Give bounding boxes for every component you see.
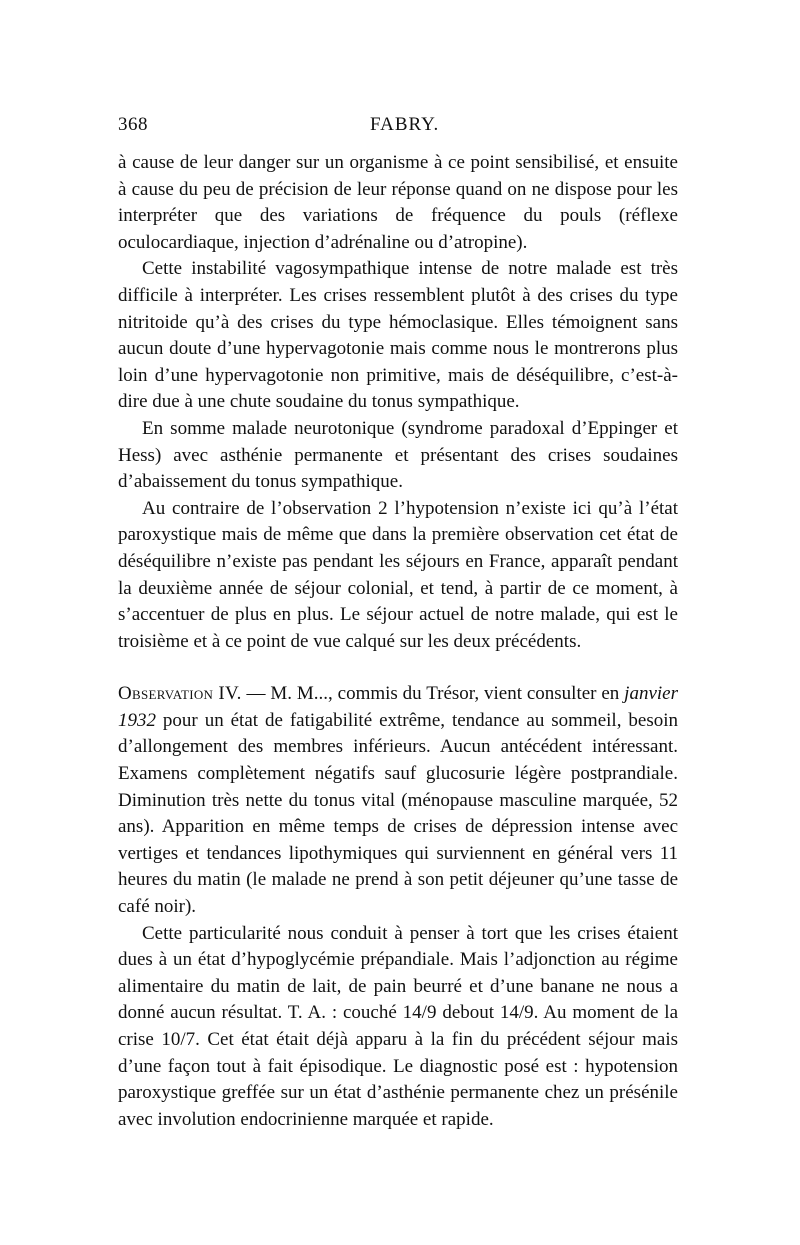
paragraph-closing: Cette particularité nous conduit à penser à tort que les crises étaient dues à un état d’hypoglycémie prépandiale. Mais l’adjonction au régime alimentaire du matin de lait, de pain beurré et d’une banane ne nous a donné aucun résultat. T. A. : couché 14/9 debout 14/9. Au moment de la crise 10/7. Cet état était déjà apparu à la fin du précédent séjour mais d’une façon tout à fait épisodique. Le diagnostic posé est : hypotension paroxystique greffée sur un état d’asthénie permanente chez un présénile avec involution endocrinienne marquée et rapide. bbox=[118, 922, 678, 1130]
observation-opening: — M. M..., commis du Trésor, vient consulter en bbox=[241, 683, 625, 705]
page-number: 368 bbox=[118, 114, 148, 135]
observation-heading: Observation IV. bbox=[118, 683, 242, 705]
observation-text: pour un état de fatigabilité extrême, tendance au sommeil, besoin d’allongement des membres inférieurs. Aucun antécédent intéressant. Examens complètement négatifs sauf glucosurie légère postprandiale. Diminution très nette du tonus vital (ménopause masculine marquée, 52 ans). Apparition en même temps de crises de dépression intense avec vertiges et tendances lipothymiques qui surviennent en général vers 11 heures du matin (le malade ne prend à son petit déjeuner qu’une tasse de café noir). bbox=[118, 709, 678, 918]
paragraph-continuation: à cause de leur danger sur un organisme à ce point sensibilisé, et ensuite à cause du peu de précision de leur réponse quand on ne dispose pour les interpréter que des variations de fréquence du pouls (réflexe oculocardiaque, injection d’adrénaline ou d’atropine). bbox=[118, 152, 678, 253]
paragraph-summary: En somme malade neurotonique (syndrome paradoxal d’Eppinger et Hess) avec asthénie permanente et présentant des crises soudaines d’abaissement du tonus sympathique. bbox=[118, 417, 678, 493]
paragraph-comparison: Au contraire de l’observation 2 l’hypotension n’existe ici qu’à l’état paroxystique mais de même que dans la première observation cet état de déséquilibre n’existe pas pendant les séjours en France, apparaît pendant la deuxième année de séjour colonial, et tend, à partir de ce moment, à s’accentuer de plus en plus. Le séjour actuel de notre malade, qui est le troisième et à ce point de vue calqué sur les deux précédents. bbox=[118, 497, 678, 652]
page-header bbox=[118, 114, 678, 144]
paragraph-instability: Cette instabilité vagosympathique intense de notre malade est très difficile à interpréter. Les crises ressemblent plutôt à des crises du type nitritoide qu’à des crises du type hémoclasique. Elles témoignent sans aucun doute d’une hypervagotonie mais comme nous le montrerons plus loin d’une hypervagotonie non primitive, mais de déséquilibre, c’est-à-dire due à une chute soudaine du tonus sympathique. bbox=[118, 258, 678, 413]
running-head: FABRY. bbox=[370, 114, 440, 135]
observation-iv-paragraph bbox=[118, 681, 678, 920]
observation-date: janvier 1932 bbox=[118, 683, 678, 731]
body-text bbox=[118, 150, 678, 1133]
